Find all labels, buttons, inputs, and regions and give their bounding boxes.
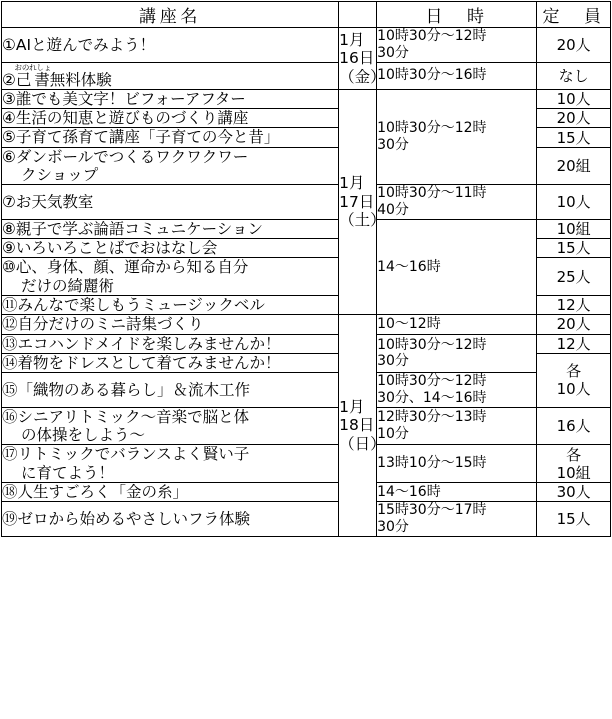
time-line1: 12時30分〜13時 — [377, 409, 487, 426]
course-name: ⑮「織物のある暮らし」＆流木工作 — [2, 373, 339, 408]
time-cell: 14〜16時 — [377, 482, 537, 501]
course-line1: ⑯シニアリトミック〜音楽で脳と体 — [2, 407, 250, 426]
course-line1: ⑥ダンボールでつくるワクワクワー — [2, 147, 249, 166]
course-line2: の体操をしよう〜 — [21, 426, 146, 444]
course-name: ③誰でも美文字！ビフォーアフター — [2, 89, 339, 108]
table-header-row — [2, 2, 611, 28]
course-name: ⑨いろいろことばでおはなし会 — [2, 239, 339, 258]
table-row — [2, 482, 611, 501]
table-row — [2, 62, 611, 89]
table-row — [2, 89, 611, 108]
capacity-cell: 20人 — [537, 28, 611, 63]
course-name: ⑬エコハンドメイドを楽しみませんか！ — [2, 334, 339, 353]
day-line2: （土） — [339, 211, 386, 230]
course-name: ④生活の知恵と遊びものづくり講座 — [2, 109, 339, 128]
capacity-cell: 15人 — [537, 239, 611, 258]
time-cell — [377, 373, 537, 408]
capacity-cell: 20人 — [537, 109, 611, 128]
capacity-cell — [537, 353, 611, 407]
time-cell — [377, 89, 537, 184]
table-row — [2, 185, 611, 220]
time-line2: 10分 — [377, 426, 409, 442]
course-line2: クショップ — [21, 166, 99, 184]
capacity-cell — [537, 445, 611, 483]
course-name — [2, 407, 339, 445]
capacity-line1: 各 — [566, 445, 582, 464]
header-capacity: 定 員 — [537, 2, 611, 28]
table-row — [2, 445, 611, 483]
course-name — [2, 147, 339, 185]
course-name: ⑦お天気教室 — [2, 185, 339, 220]
course-schedule-table — [1, 1, 611, 537]
course-name: ⑫自分だけのミニ詩集づくり — [2, 315, 339, 334]
capacity-cell: 10組 — [537, 219, 611, 238]
day-line1: 1月18日 — [339, 397, 375, 435]
capacity-line1: 各 — [566, 362, 582, 381]
course-name: ①AIと遊んでみよう！ — [2, 28, 339, 63]
course-suffix: 無料体験 — [49, 70, 112, 89]
header-course: 講座名 — [2, 2, 339, 28]
table-row — [2, 334, 611, 353]
header-day-spacer — [339, 2, 377, 28]
table-row — [2, 219, 611, 238]
capacity-line2: 10人 — [556, 380, 591, 399]
time-line2: 30分 — [377, 137, 409, 154]
time-line1: 10時30分〜11時 — [377, 185, 487, 202]
course-prefix: ② — [2, 70, 16, 89]
time-cell: 14〜16時 — [377, 219, 537, 314]
capacity-cell: 16人 — [537, 407, 611, 445]
time-cell — [377, 28, 537, 63]
header-datetime: 日 時 — [377, 2, 537, 28]
time-line2: 30分 — [377, 353, 409, 370]
time-cell — [377, 407, 537, 445]
time-line2: 30分、14〜16時 — [377, 389, 487, 406]
capacity-cell: 10人 — [537, 185, 611, 220]
day-line2: （金） — [339, 67, 386, 86]
course-line2: に育てよう！ — [21, 463, 115, 482]
course-name — [2, 258, 339, 296]
capacity-cell: 15人 — [537, 502, 611, 537]
ruby-base: 己書 — [14, 70, 52, 89]
table-row — [2, 28, 611, 63]
day-cell-jan17 — [339, 89, 386, 314]
capacity-cell: 25人 — [537, 258, 611, 296]
capacity-cell: 15人 — [537, 128, 611, 147]
course-line1: ⑩心、身体、顔、運命から知る自分 — [2, 258, 249, 277]
course-name: ⑲ゼロから始めるやさしいフラ体験 — [2, 502, 339, 537]
time-cell: 13時10分〜15時 — [377, 445, 537, 483]
time-line1: 10時30分〜12時 — [377, 28, 487, 44]
day-cell-jan16 — [339, 28, 386, 90]
time-line1: 10時30分〜12時 — [377, 336, 487, 353]
time-line1: 15時30分〜17時 — [377, 502, 487, 519]
capacity-cell: 20人 — [537, 315, 611, 334]
course-line2: だけの綺麗術 — [21, 276, 115, 295]
capacity-cell: なし — [537, 62, 611, 89]
time-line2: 30分 — [377, 518, 409, 535]
time-line1: 10時30分〜12時 — [377, 120, 487, 137]
time-line1: 10時30分〜12時 — [377, 373, 487, 390]
day-line1: 1月17日 — [339, 174, 375, 211]
course-line1: ⑰リトミックでバランスよく賢い子 — [2, 445, 250, 464]
course-name: ⑪みんなで楽しもうミュージックベル — [2, 296, 339, 315]
capacity-line2: 10組 — [556, 463, 591, 482]
capacity-cell: 30人 — [537, 482, 611, 501]
time-line2: 30分 — [377, 44, 409, 61]
course-name: ⑭着物をドレスとして着てみませんか！ — [2, 353, 339, 372]
day-line1: 1月16日 — [339, 30, 375, 68]
time-cell — [377, 502, 537, 537]
table-row — [2, 373, 611, 408]
time-cell: 10時30分〜16時 — [377, 62, 537, 89]
course-ruby — [14, 62, 52, 89]
course-name — [2, 445, 339, 483]
table-row — [2, 502, 611, 537]
course-name: ⑤子育て孫育て講座「子育ての今と昔」 — [2, 128, 339, 147]
time-cell — [377, 334, 537, 373]
capacity-cell: 20組 — [537, 147, 611, 185]
course-name: ⑱人生すごろく「金の糸」 — [2, 482, 339, 501]
time-line2: 40分 — [377, 202, 409, 219]
day-cell-jan18 — [339, 315, 386, 536]
ruby-text: おのれしょ — [14, 62, 52, 72]
table-row — [2, 315, 611, 334]
course-name — [2, 62, 339, 89]
day-line2: （日） — [339, 434, 386, 453]
capacity-cell: 10人 — [537, 89, 611, 108]
time-cell: 10〜12時 — [377, 315, 537, 334]
table-row — [2, 407, 611, 445]
course-name: ⑧親子で学ぶ論語コミュニケーション — [2, 219, 339, 238]
time-cell — [377, 185, 537, 220]
capacity-cell: 12人 — [537, 296, 611, 315]
capacity-cell: 12人 — [537, 334, 611, 353]
